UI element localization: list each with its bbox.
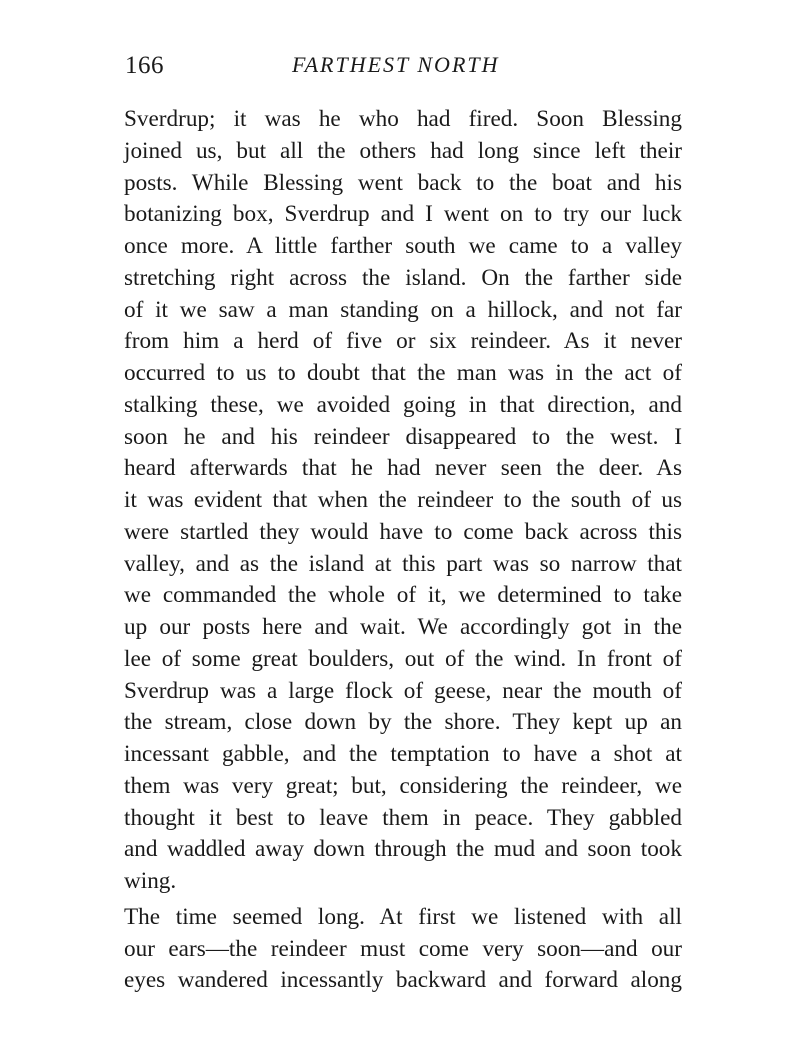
text-line: occurred to us to doubt that the man was in the act of <box>124 360 682 386</box>
page-number: 166 <box>125 52 164 79</box>
text-line: heard afterwards that he had never seen the deer. As <box>124 455 682 482</box>
text-line: joined us, but all the others had long since left their <box>124 137 682 164</box>
text-line: our ears—the reindeer must come very soon—and our <box>124 935 682 962</box>
paragraph-1 <box>124 104 682 898</box>
text-line: from him a herd of five or six reindeer. As it never <box>124 328 682 355</box>
text-line: it was evident that when the reindeer to the south of us <box>124 487 682 513</box>
page-header <box>0 52 800 92</box>
text-line: once more. A little farther south we came to a valley <box>124 233 682 259</box>
running-title: FARTHEST NORTH <box>292 52 500 77</box>
text-line: were startled they would have to come back across this <box>124 518 682 545</box>
text-line: Sverdrup was a large flock of geese, near the mouth of <box>124 677 682 704</box>
paragraph-2 <box>124 902 682 997</box>
text-line: them was very great; but, considering the reindeer, we <box>124 772 682 799</box>
text-line: and waddled away down through the mud and soon took <box>124 836 682 863</box>
text-line: botanizing box, Sverdrup and I went on to try our luck <box>124 201 682 228</box>
text-line: incessant gabble, and the temptation to have a shot at <box>124 741 682 767</box>
text-line: posts. While Blessing went back to the boat and his <box>124 169 682 196</box>
text-line: lee of some great boulders, out of the wind. In front of <box>124 645 682 672</box>
text-line: of it we saw a man standing on a hillock, and not far <box>124 296 682 323</box>
text-line: thought it best to leave them in peace. They gabbled <box>124 804 682 831</box>
text-line: the stream, close down by the shore. They kept up an <box>124 709 682 736</box>
text-line: valley, and as the island at this part was so narrow that <box>124 550 682 577</box>
text-line: up our posts here and wait. We accordingly got in the <box>124 614 682 640</box>
text-line: soon he and his reindeer disappeared to the west. I <box>124 423 682 450</box>
text-line: stretching right across the island. On the farther side <box>124 264 682 291</box>
text-line: Sverdrup; it was he who had fired. Soon Blessing <box>124 106 682 132</box>
text-line: eyes wandered incessantly backward and forward along <box>124 967 682 994</box>
body-text <box>124 104 682 997</box>
text-line: stalking these, we avoided going in that direction, and <box>124 391 682 418</box>
text-line: wing. <box>124 868 177 894</box>
text-line: we commanded the whole of it, we determined to take <box>124 582 682 609</box>
text-line: The time seemed long. At first we listened with all <box>124 903 682 930</box>
